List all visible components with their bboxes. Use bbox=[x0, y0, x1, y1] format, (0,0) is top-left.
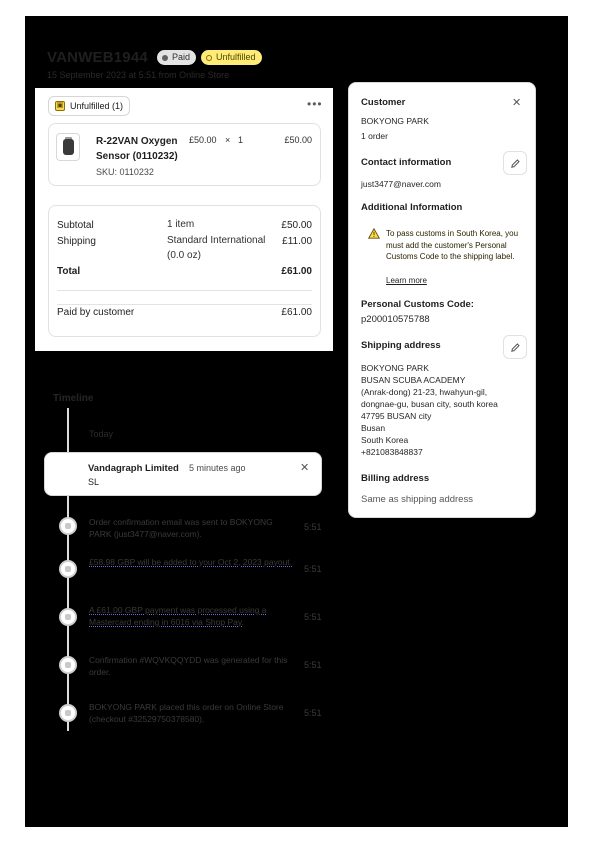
timeline-event-time: 5:51 bbox=[304, 708, 322, 718]
product-sku: SKU: 0110232 bbox=[96, 167, 154, 177]
shipping-desc: Standard International (0.0 oz) bbox=[167, 235, 266, 261]
timeline-event-text: Confirmation #WQVKQQYDD was generated for this order. bbox=[89, 655, 288, 677]
billing-address-value: Same as shipping address bbox=[361, 494, 473, 505]
paid-badge-label: Paid bbox=[172, 52, 191, 62]
subtotal-label: Subtotal bbox=[57, 220, 94, 231]
timeline-event-dot bbox=[59, 704, 77, 722]
unfulfilled-badge-label: Unfulfilled bbox=[216, 52, 256, 62]
learn-more-link[interactable]: Learn more bbox=[386, 276, 427, 285]
pencil-icon bbox=[510, 158, 521, 169]
unfulfilled-badge bbox=[201, 50, 262, 65]
unfulfilled-chip-label: Unfulfilled (1) bbox=[70, 101, 124, 111]
timeline-event-dot bbox=[59, 608, 77, 626]
paid-badge bbox=[157, 50, 196, 65]
line-total: £50.00 bbox=[284, 135, 312, 145]
pencil-icon bbox=[510, 342, 521, 353]
sensor-body bbox=[63, 139, 74, 155]
address-line: BUSAN SCUBA ACADEMY bbox=[361, 375, 466, 385]
total-value: £61.00 bbox=[281, 266, 312, 277]
billing-address-heading: Billing address bbox=[361, 473, 430, 484]
timeline-event-dot bbox=[59, 656, 77, 674]
address-line: 47795 BUSAN city bbox=[361, 411, 432, 421]
contact-heading: Contact information bbox=[361, 157, 452, 168]
subtotal-desc: 1 item bbox=[167, 219, 195, 230]
summary-divider bbox=[57, 304, 312, 305]
timeline-event-time: 5:51 bbox=[304, 522, 322, 532]
address-line: BOKYONG PARK bbox=[361, 363, 429, 373]
subtotal-value: £50.00 bbox=[281, 220, 312, 231]
timeline-event-time: 5:51 bbox=[304, 660, 322, 670]
summary-divider bbox=[57, 290, 312, 291]
shipping-address-heading: Shipping address bbox=[361, 340, 441, 351]
customs-code-heading: Personal Customs Code: bbox=[361, 299, 474, 310]
unit-price: £50.00 bbox=[189, 135, 217, 145]
customs-code-value: p200010575788 bbox=[361, 314, 430, 325]
address-line: South Korea bbox=[361, 435, 409, 445]
customer-name[interactable]: BOKYONG PARK bbox=[361, 116, 429, 126]
timeline-event-text: Order confirmation email was sent to BOKYONG PARK (just3477@naver.com). bbox=[89, 517, 273, 539]
remove-customer-icon[interactable]: ✕ bbox=[512, 97, 522, 109]
customs-notice: To pass customs in South Korea, you must add the customer's Personal Customs Code to the shipping label. bbox=[386, 229, 519, 261]
timeline-today: Today bbox=[89, 429, 114, 439]
order-number: VANWEB1944 bbox=[47, 49, 148, 66]
timeline-event-dot bbox=[59, 517, 77, 535]
product-name[interactable]: R-22VAN Oxygen Sensor (0110232) bbox=[96, 136, 178, 162]
customer-email[interactable]: just3477@naver.com bbox=[361, 179, 441, 189]
package-icon: ▣ bbox=[56, 102, 64, 109]
warning-icon bbox=[368, 228, 380, 239]
address-line: Busan bbox=[361, 423, 386, 433]
comment-body: SL bbox=[88, 477, 100, 487]
additional-info-heading: Additional Information bbox=[361, 202, 463, 213]
address-line: dongnae-gu, busan city, south korea bbox=[361, 399, 498, 409]
more-actions-icon[interactable]: ••• bbox=[307, 97, 323, 111]
paid-by-customer-value: £61.00 bbox=[281, 307, 312, 318]
timeline-event-time: 5:51 bbox=[304, 612, 322, 622]
edit-shipping-address-button[interactable] bbox=[503, 335, 527, 359]
comment-time: 5 minutes ago bbox=[189, 463, 246, 473]
shipping-label: Shipping bbox=[57, 236, 96, 247]
timeline-event-text[interactable]: £58.98 GBP will be added to your Oct 2, 2023 payout. bbox=[89, 557, 293, 567]
total-label: Total bbox=[57, 266, 81, 277]
timeline-event-text[interactable]: A £61.00 GBP payment was processed using a Mastercard ending in 6016 via Shop Pay. bbox=[89, 605, 267, 627]
order-subtitle: 15 September 2023 at 5:51 from Online Store bbox=[47, 70, 230, 80]
comment-author: Vandagraph Limited bbox=[88, 463, 179, 474]
unfulfilled-chip bbox=[48, 96, 130, 116]
unfulfilled-ring-icon bbox=[206, 55, 212, 61]
timeline-comment[interactable] bbox=[44, 452, 322, 496]
product-thumbnail[interactable] bbox=[56, 133, 80, 161]
address-phone: +821083848837 bbox=[361, 447, 423, 457]
multiply-sign: × bbox=[225, 135, 231, 145]
timeline-event-time: 5:51 bbox=[304, 564, 322, 574]
timeline-heading: Timeline bbox=[53, 393, 94, 404]
timeline-event-text: BOKYONG PARK placed this order on Online Store (checkout #32529750378580). bbox=[89, 702, 284, 724]
paid-dot-icon bbox=[162, 55, 168, 61]
edit-contact-button[interactable] bbox=[503, 151, 527, 175]
address-line: (Anrak-dong) 21-23, hwahyun-gil, bbox=[361, 387, 488, 397]
timeline-event-dot bbox=[59, 560, 77, 578]
shipping-value: £11.00 bbox=[282, 236, 312, 247]
customer-order-count[interactable]: 1 order bbox=[361, 131, 388, 141]
customer-heading: Customer bbox=[361, 97, 406, 108]
quantity: 1 bbox=[238, 135, 244, 145]
paid-by-customer-label: Paid by customer bbox=[57, 307, 135, 318]
close-icon[interactable]: ✕ bbox=[300, 462, 310, 474]
